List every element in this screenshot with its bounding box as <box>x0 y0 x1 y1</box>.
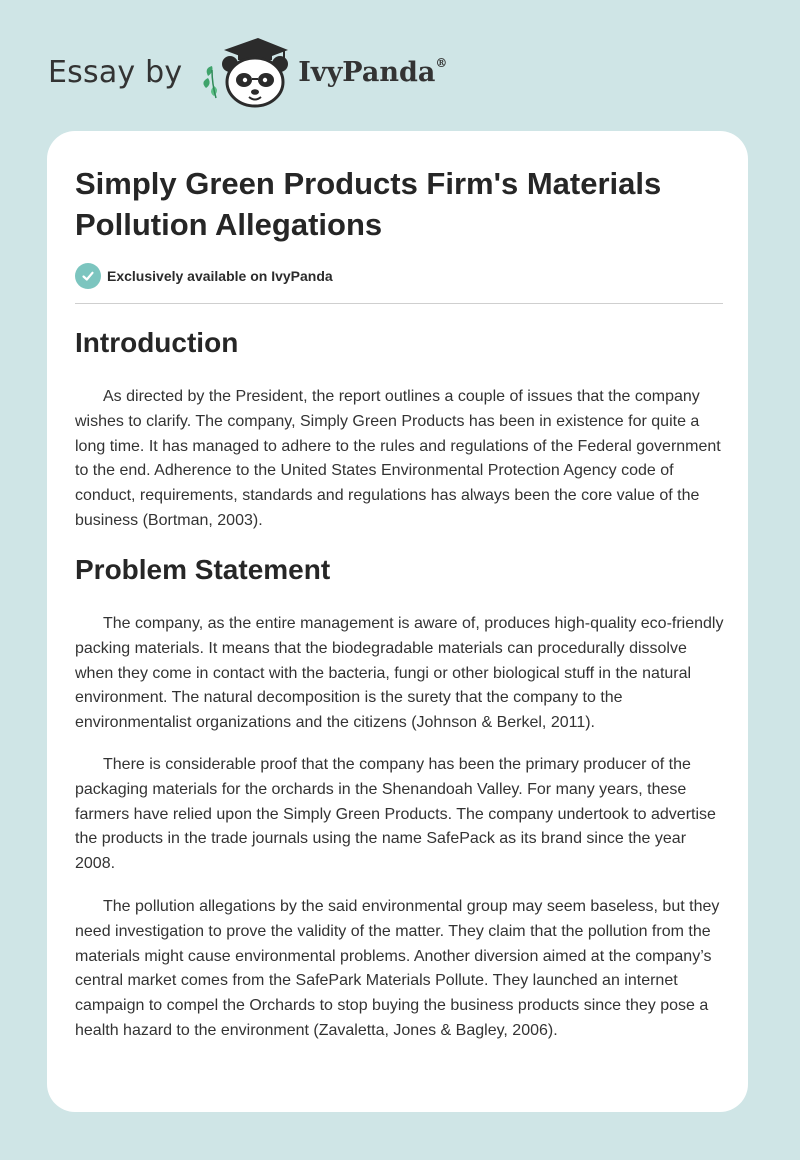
ivypanda-logo-icon[interactable] <box>200 36 292 108</box>
section-heading-introduction: Introduction <box>75 327 239 358</box>
brand-name: IvyPanda® <box>298 55 448 88</box>
essay-by-label: Essay by <box>48 54 183 90</box>
paragraph: The company, as the entire management is aware of, produces high-quality eco-friendly packing materials. It means that the biodegradable materials can procedurally dissolve when they come in contact with the bacteria, fungi or other biological stuff in the natural environment. The natural decomposition is the surety that the company to the environmentalist organizations and the citizens (Johnson & Berkel, 2011). <box>75 615 724 732</box>
essay-title: Simply Green Products Firm's Materials Pollution Allegations <box>75 166 662 242</box>
exclusive-badge <box>75 263 333 289</box>
paragraph: There is considerable proof that the company has been the primary producer of the packaging materials for the orchards in the Shenandoah Valley. For many years, these farmers have relied upon the Simply Green Products. The company undertook to advertise the products in the trade journals using the name SafePack as its brand since the year 2008. <box>75 756 716 873</box>
paragraph: The pollution allegations by the said environmental group may seem baseless, but they need investigation to prove the validity of the matter. They claim that the pollution from the materials might cause environmental problems. Another diversion aimed at the company’s central market comes from the SafePark Materials Pollute. They launched an internet campaign to compel the Orchards to stop buying the business products since they pose a health hazard to the environment (Zavaletta, Jones & Bagley, 2006). <box>75 898 720 1039</box>
paragraph: As directed by the President, the report outlines a couple of issues that the company wishes to clarify. The company, Simply Green Products has been in existence for quite a long time. It has managed to adhere to the rules and regulations of the Federal government to the end. Adherence to the United States Environmental Protection Agency code of conduct, requirements, standards and regulations has always been the core value of the business (Bortman, 2003). <box>75 388 721 529</box>
check-icon <box>75 263 101 289</box>
title-divider <box>75 303 723 304</box>
essay-card <box>47 131 748 1112</box>
site-header <box>48 36 508 108</box>
exclusive-badge-text: Exclusively available on IvyPanda <box>107 268 333 284</box>
registered-mark: ® <box>435 55 448 70</box>
section-heading-problem-statement: Problem Statement <box>75 554 331 585</box>
